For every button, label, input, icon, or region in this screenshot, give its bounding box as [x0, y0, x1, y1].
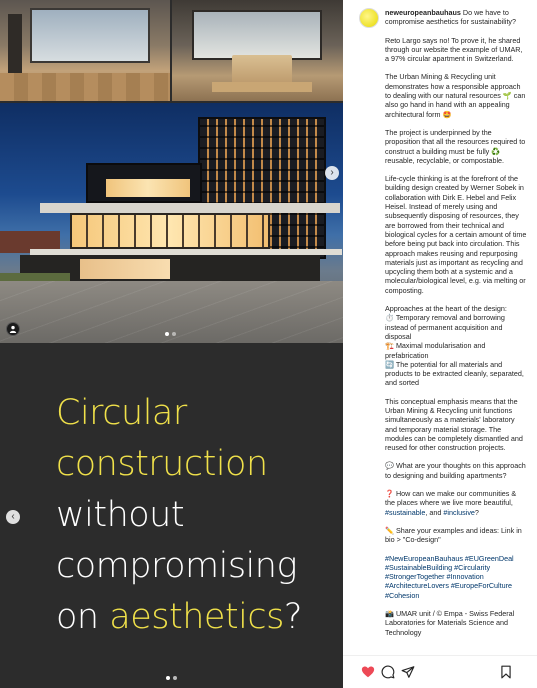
- interior-photo-living-room: [0, 0, 170, 101]
- caption-paragraph: Approaches at the heart of the design: ⏱️ Temporary removal and borrowing instead of permanent acquisition and disposal 🏗️ Maximal modularisation and prefabrication 🔄 The potential for all materials and products to be extracted cleanly, separated, and sorted: [385, 304, 524, 388]
- bookmark-icon[interactable]: [499, 665, 513, 679]
- headline-line-5: on aesthetics?: [56, 597, 302, 637]
- caption-paragraph: 💬 What are your thoughts on this approach to designing and building apartments?: [385, 461, 526, 480]
- caption-paragraph: The Urban Mining & Recycling unit demonstrates how a responsible approach to dealing with our natural resources 🌱 can also go hand in hand with an appealing architectural form 🤩: [385, 72, 526, 119]
- caption-paragraph: Reto Largo says no! To prove it, he shared through our website the example of UMAR, a 97% circular apartment in Switzerland.: [385, 35, 523, 64]
- caption-paragraph: ✏️ Share your examples and ideas: Link in bio > "Co-design": [385, 525, 522, 545]
- caption-paragraph: ❓ How can we make our communities & the places where we live more beautiful, #sustainable, and #inclusive?: [385, 489, 517, 517]
- user-tag-icon[interactable]: [6, 322, 20, 336]
- caption-paragraph: This conceptual emphasis means that the Urban Mining & Recycling unit functions simultaneously as a materials' laboratory and temporary material storage. The modules can be completely dismantled and reused for other construction projects.: [385, 396, 523, 453]
- headline-line-3: without: [56, 495, 185, 535]
- username-link[interactable]: neweuropeanbauhaus: [385, 8, 461, 17]
- profile-avatar[interactable]: [359, 8, 379, 28]
- caption-panel: [343, 0, 537, 688]
- caption-scroll-area[interactable]: [343, 0, 537, 655]
- interior-photo-dining-room: [172, 0, 343, 101]
- post-action-bar: [343, 655, 537, 688]
- image-pagination-dots: [165, 332, 176, 336]
- caption-text: neweuropeanbauhaus Do we have to compromise aesthetics for sustainability? Reto Largo says no! To prove it, he shared through our website the example of UMAR, a 97% circular apartment in Switzerland. The Urban Mining & Recycling unit demonstrates how a responsible approach to dealing with our natural resources 🌱 can also go hand in hand with an appealing architectural form 🤩 The project is underpinned by the proposition that all the resources required to construct a building must be fully ♻️ reusable, recyclable, or compostable. Life-cycle thinking is at the forefront of the building design created by Werner Sobek in collaboration with Dirk E. Hebel and Felix Heisel. Instead of merely using and subsequently disposing of resources, they are borrowed from their technical and biological cycles for a certain amount of time before being put back into circulation. This approach makes reusing and repurposing materials just as important as recycling and upcycling them both at a systemic and a molecular/biological level, e.g. via melting or composting. Approaches at the heart of the design: ⏱️ Temporary removal and borrowing instead of permanent acquisition and disposal 🏗️ Maximal modularisation and prefabrication 🔄 The potential for all materials and products to be extracted cleanly, separated, and sorted This conceptual emphasis means that the Urban Mining & Recycling unit functions simultaneously as a materials' laboratory and temporary material storage. The modules can be completely dismantled and reused for other construction projects. 💬 What are your thoughts on this approach to designing and building apartments? ❓ How can we make our communities & the places where we live more beautiful, #sustainable, and #inclusive? ✏️ Share your examples and ideas: Link in bio > "Co-design" #NewEuropeanBauhaus #EUGreenDeal #SustainableBuilding #Circularity #StrongerTogether #Innovation #ArchitectureLovers #EuropeForCulture #Cohesion 📸 UMAR unit / © Empa - Swiss Federal Laboratories for Materials Science and Technology: [385, 8, 527, 637]
- carousel-pagination-dots: [166, 676, 177, 680]
- hashtag-link[interactable]: #inclusive: [443, 507, 475, 517]
- heart-icon[interactable]: [361, 665, 375, 679]
- slide-headline: [56, 388, 336, 643]
- building-exterior-photo: [0, 103, 343, 343]
- caption-paragraph: 📸 UMAR unit / © Empa - Swiss Federal Laboratories for Materials Science and Technology: [385, 609, 515, 637]
- share-icon[interactable]: [401, 665, 415, 679]
- headline-line-2: construction: [56, 444, 268, 484]
- caption-paragraph: Life-cycle thinking is at the forefront of the building design created by Werner Sobek in collaboration with Dirk E. Hebel and Felix Heisel. Instead of merely using and subsequently disposing of resources, they are borrowed from their technical and biological cycles for a certain amount of time before being put back into circulation. This approach makes reusing and repurposing materials just as important as recycling and upcycling them both at a systemic and a molecular/biological level, e.g. via melting or composting.: [385, 174, 527, 295]
- comment-icon[interactable]: [381, 665, 395, 679]
- previous-slide-chevron-icon[interactable]: ‹: [6, 510, 20, 524]
- headline-line-4: compromising: [56, 546, 297, 586]
- next-image-chevron-icon[interactable]: ›: [325, 166, 339, 180]
- headline-line-1: Circular: [56, 393, 187, 433]
- hashtag-link[interactable]: #sustainable: [385, 507, 426, 517]
- caption-paragraph: The project is underpinned by the proposition that all the resources required to construct a building must be fully ♻️ reusable, recyclable, or compostable.: [385, 127, 526, 165]
- hashtag-block[interactable]: #NewEuropeanBauhaus #EUGreenDeal #SustainableBuilding #Circularity #StrongerTogether #Innovation #ArchitectureLovers #EuropeForCulture #Cohesion: [385, 553, 514, 600]
